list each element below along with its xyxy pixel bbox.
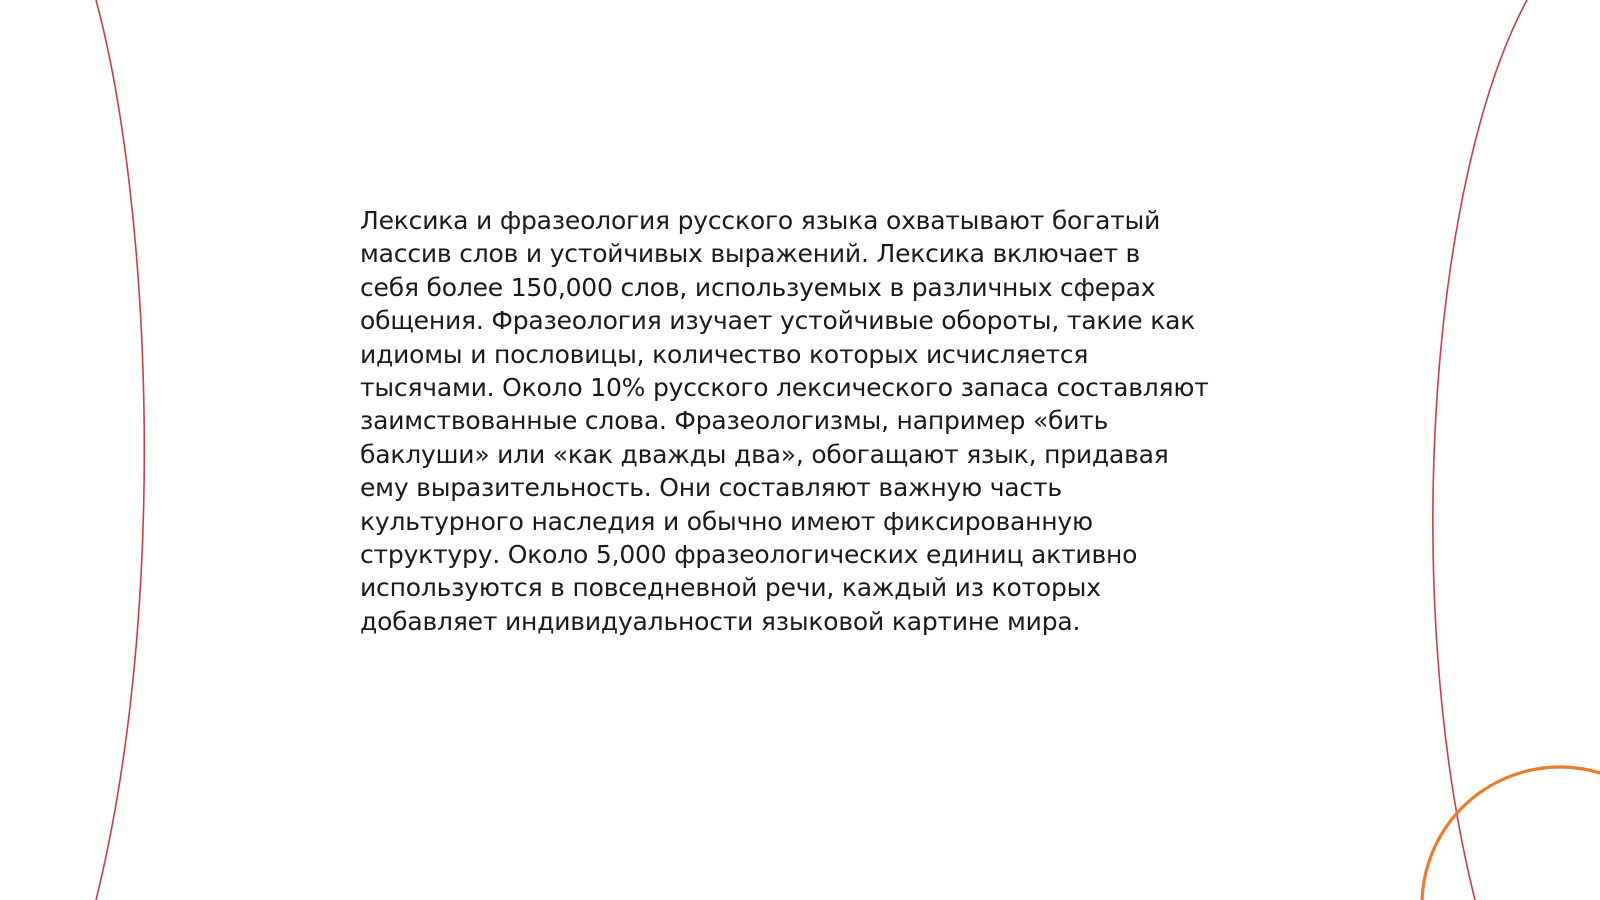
right-curve [1433,0,1527,900]
orange-arc [1422,767,1600,900]
slide-body-text: Лексика и фразеология русского языка охватывают богатый массив слов и устойчивых выражений. Лексика включает в себя более 150,000 слов, используемых в различных сферах общения. Фразеология изучает устойчивые обороты, такие как идиомы и пословицы, количество которых исчисляется тысячами. Около 10% русского лексического запаса составляют заимствованные слова. Фразеологизмы, например «бить баклуши» или «как дважды два», обогащают язык, придавая ему выразительность. Они составляют важную часть культурного наследия и обычно имеют фиксированную структуру. Около 5,000 фразеологических единиц активно используются в повседневной речи, каждый из которых добавляет индивидуальности языковой картине мира. [360,206,1209,636]
left-curve [96,0,144,900]
